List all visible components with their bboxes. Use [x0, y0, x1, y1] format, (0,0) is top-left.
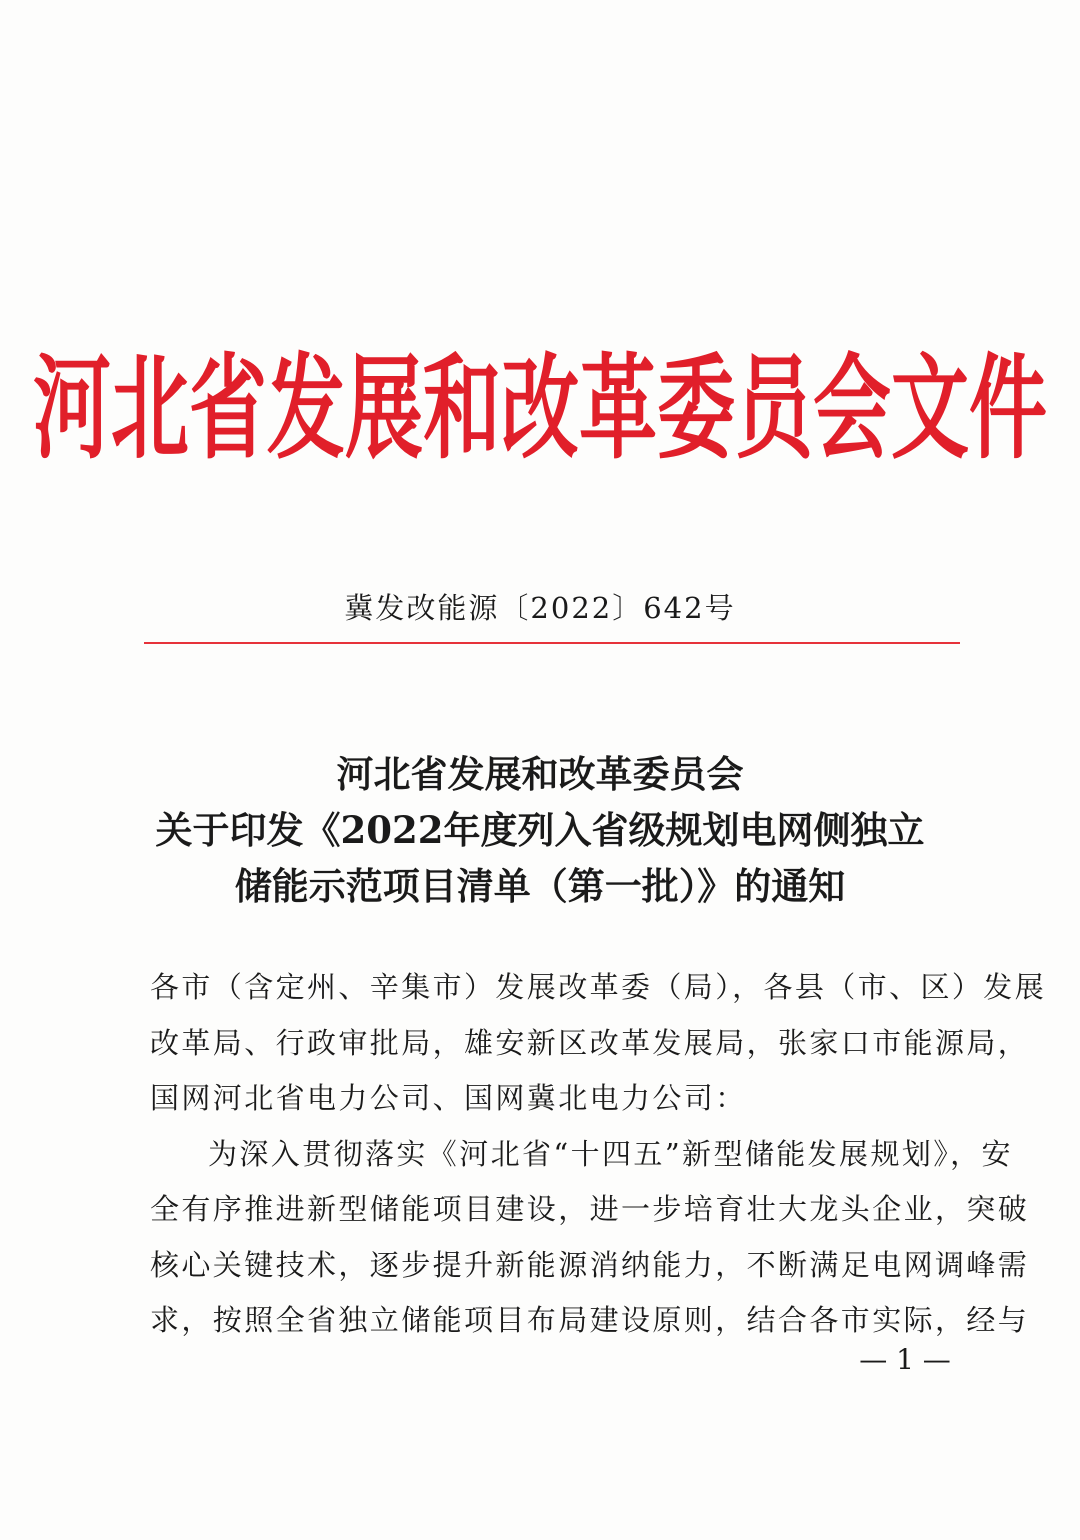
- addressee-line: 各市（含定州、辛集市）发展改革委（局），各县（市、区）发展: [150, 970, 1047, 1004]
- addressee-line: 改革局、行政审批局，雄安新区改革发展局，张家口市能源局，: [150, 1025, 1030, 1060]
- paragraph-line: 求，按照全省独立储能项目布局建设原则，结合各市实际，经与: [150, 1303, 1030, 1337]
- paragraph-line: 核心关键技术，逐步提升新能源消纳能力，不断满足电网调峰需: [150, 1247, 1030, 1282]
- title-line: 关于印发《2022年度列入省级规划电网侧独立: [155, 808, 925, 852]
- body-text: [150, 960, 1047, 1349]
- document-number: 冀发改能源〔2022〕642号: [344, 591, 736, 625]
- paragraph-line: 为深入贯彻落实《河北省“十四五”新型储能发展规划》，安: [208, 1136, 1013, 1171]
- addressee-line: 国网河北省电力公司、国网冀北电力公司：: [150, 1081, 747, 1115]
- title-line: 河北省发展和改革委员会: [336, 752, 744, 796]
- page-number: — 1 —: [859, 1343, 951, 1376]
- masthead-title: 河北省发展和改革委员会文件: [32, 344, 1047, 476]
- title-line: 储能示范项目清单（第一批）》的通知: [234, 864, 846, 908]
- red-divider: [144, 642, 960, 644]
- paragraph-line: 全有序推进新型储能项目建设，进一步培育壮大龙头企业，突破: [150, 1192, 1030, 1226]
- notice-title: [0, 746, 1080, 914]
